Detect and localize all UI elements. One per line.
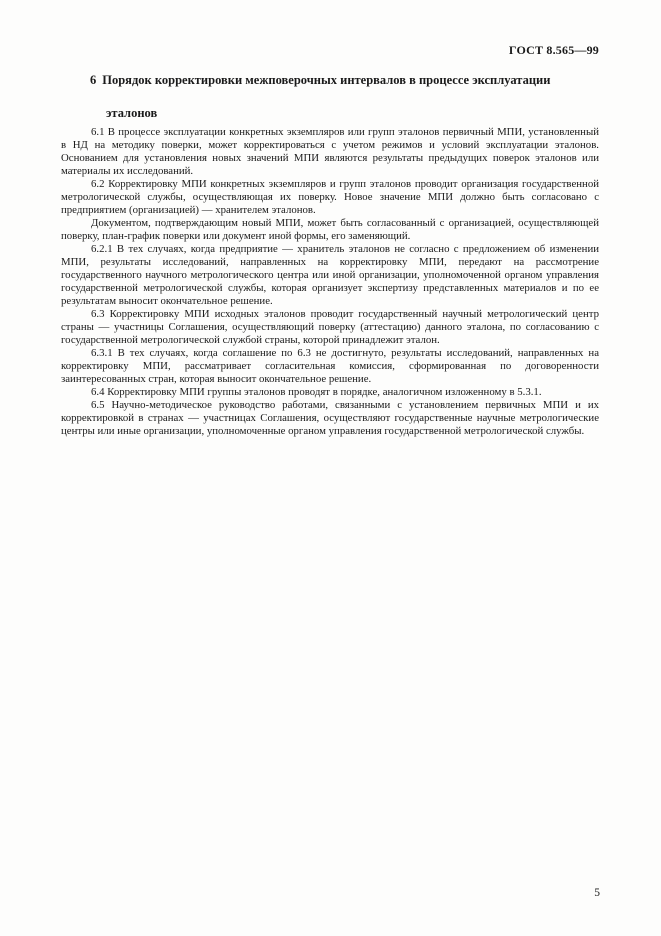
paragraph-6-3-1: 6.3.1 В тех случаях, когда соглашение по 6.3 не достигнуто, результаты исследований, направленных на корректировку МПИ, рассматривает согласительная комиссия, сформированная по договоренности заинтересованных стран, которая выносит окончательное решение. <box>61 347 599 385</box>
paragraph-6-2: 6.2 Корректировку МПИ конкретных экземпляров и групп эталонов проводит организация государственной метрологической службы, осуществляющая их поверку. Новое значение МПИ должно быть согласовано с предприятием (организацией) — хранителем эталонов. <box>61 178 599 216</box>
paragraph-6-3: 6.3 Корректировку МПИ исходных эталонов проводит государственный научный метрологический центр страны — участницы Соглашения, осуществляющий поверку (аттестацию) данного эталона, по согласованию с государственной метрологической службой страны, которой принадлежит эталон. <box>61 308 599 346</box>
paragraph-6-2-1: 6.2.1 В тех случаях, когда предприятие — хранитель эталонов не согласно с предложением об изменении МПИ, результаты исследований, направленных на корректировку МПИ, передают на рассмотрение государственного научного метрологического центра или иной организации, уполномоченной органом управления государственной метрологической службы, которая организует экспертизу представленных материалов и по ее результатам выносит окончательное решение. <box>61 243 599 307</box>
section-heading-line-1 <box>90 70 605 90</box>
section-title-continuation: эталонов <box>106 106 158 120</box>
section-heading <box>90 70 605 123</box>
paragraph-6-5: 6.5 Научно-методическое руководство работами, связанными с установлением первичных МПИ и их корректировкой в странах — участницах Соглашения, осуществляют государственные научные метрологические центры или иные организации, уполномоченные органом управления государственной метрологической службы. <box>61 399 599 437</box>
section-title: Порядок корректировки межповерочных интервалов в процессе эксплуатации <box>102 73 551 87</box>
page-number: 5 <box>594 887 600 899</box>
paragraph-6-4: 6.4 Корректировку МПИ группы эталонов проводят в порядке, аналогичном изложенному в 5.3.1. <box>91 386 542 398</box>
paragraph-6-2-document: Документом, подтверждающим новый МПИ, может быть согласованный с организацией, осуществляющей поверку, план-график поверки или документ иной формы, его заменяющий. <box>61 217 599 242</box>
section-number: 6 <box>90 73 97 87</box>
document-code: ГОСТ 8.565—99 <box>508 43 599 57</box>
section-body <box>61 126 599 438</box>
paragraph-6-1: 6.1 В процессе эксплуатации конкретных экземпляров или групп эталонов первичный МПИ, установленный в НД на методику поверки, может корректироваться с учетом режимов и условий эксплуатации эталонов. Основанием для установления новых значений МПИ являются результаты предыдущих поверок эталонов или материалы их исследований. <box>61 126 599 177</box>
